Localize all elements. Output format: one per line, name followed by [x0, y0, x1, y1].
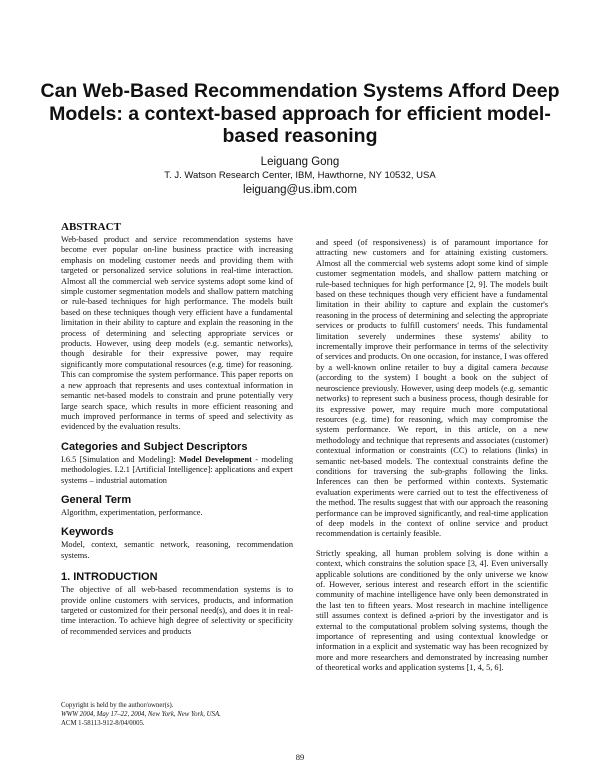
categories-text-bold: Model Development [178, 454, 252, 464]
left-column [61, 221, 293, 637]
paper-title: Can Web-Based Recommendation Systems Afford Deep Models: a context-based approach for efficient model-based reasoning [40, 80, 560, 147]
categories-text-part3: - modeling methodologies. I.2.1 [Artificial Intelligence]: applications and expert systems – industrial automation [61, 454, 293, 485]
page-number: 89 [295, 752, 305, 762]
author-email: leiguang@us.ibm.com [243, 184, 357, 196]
copyright-notice [61, 702, 293, 729]
copyright-line-3: ACM 1-58113-912-8/04/0005. [61, 719, 145, 727]
intro-right-part-a: and speed (of responsiveness) is of paramount importance for attracting new customers and for attaining existing customers. Almost all the commercial web systems adopt some kind of simple customer segmentation models, and shallow pattern matching or rule-based techniques for high performance [2, 9]. The models built based on these techniques though very efficient have a fundamental limitation in their ability to capture and explain the customer's reasoning in the process of determining and selecting the appropriate services or products to fulfill customers' needs. This fundamental limitation severely undermines these systems' ability to incrementally improve their performance in terms of the selectivity of services and products. On one occasion, for instance, I was offered by a well-known online retailer to buy a digital camera [316, 238, 548, 372]
right-column [316, 238, 548, 674]
author-block [80, 155, 520, 197]
introduction-para1-start: The objective of all web-based recommendation systems is to provide online customers with services, products, and information targeted or customized for their personal need(s), and does it in real-time interaction. To achieve high degree of selectivity or specificity of recommended services and products [61, 585, 293, 636]
author-name: Leiguang Gong [260, 156, 340, 168]
keywords-heading: Keywords [61, 526, 114, 539]
intro-right-italic: because [521, 362, 548, 372]
abstract-text: Web-based product and service recommendation systems have become ever popular on-line business practice with increasing emphasis on modeling customer needs and providing them with targeted or personalized service solutions in real-time interaction. Almost all the commercial web service systems adopt some kind of simple customer segmentation models and shallow pattern matching or rule-based techniques for high performance. The models built based on these techniques though very efficient have a fundamental limitation in their ability to capture and explain the reasoning in the process of determining and selecting appropriate services or products. However, using deep models (e.g. semantic networks), though desirable for their expressive power, may require significantly more computational resources (e.g. time) for reasoning. This can compromise the system performance. This paper reports on a new approach that represents and uses contextual information in semantic net-based models to constrain and prune potentially very large search space, which results in more efficient reasoning and much improved performance in terms of speed and selectivity as evidenced by the evaluation results. [61, 235, 293, 432]
intro-right-part-b: (according to the system) I bought a book on the subject of neuroscience previously. However, using deep models (e.g. semantic networks) to represent such a business process, though desirable for its expressive power, may require much more computational resources (e.g. time) for reasoning, which may compromise the system performance. We report, in this article, on a new methodology and technique that represents and associates (customer) contextual information or constraints (CC) to relations (links) in semantic net-based models. The contextual constraints define the conditions for traversing the sub-graphs following the links. Inferences can then be performed within contexts. Systematic evaluation experiments were carried out to test the effectiveness of the method. The results suggest that with our approach the reasoning performance can be improved significantly, and real-time application of deep models in the context of online service and product recommendation is certainly feasible. [316, 373, 548, 539]
abstract-heading: ABSTRACT [61, 221, 121, 233]
copyright-line-1: Copyright is held by the author/owner(s). [61, 702, 174, 709]
introduction-heading: 1. INTRODUCTION [61, 571, 158, 584]
introduction-para2: Strictly speaking, all human problem solving is done within a context, which constrains the solution space [3, 4]. Even universally applicable solutions are conditioned by the only universe we know of. However, serious interest and research effort in the scientific community of machine intelligence have only been demonstrated in the last ten to fifteen years. Most research in machine intelligence still assumes context is defined a-priori by the investigator and is external to the computational problem solving systems, though the importance of representing and using contextual knowledge or information in a explicit and systematic way has been recognized by more and more researchers and demonstrated by increasing number of theoretical works and application systems [1, 4, 5, 6]. [316, 548, 548, 673]
categories-text-part1: I.6.5 [Simulation and Modeling]: [61, 454, 179, 464]
author-affiliation: T. J. Watson Research Center, IBM, Hawthorne, NY 10532, USA [164, 170, 436, 181]
categories-heading: Categories and Subject Descriptors [61, 440, 248, 453]
general-term-heading: General Term [61, 493, 132, 506]
copyright-line-2: WWW 2004, May 17–22, 2004, New York, New York, USA. [61, 710, 221, 718]
introduction-para1-continued [316, 238, 548, 540]
general-term-text: Algorithm, experimentation, performance. [61, 507, 203, 517]
keywords-text: Model, context, semantic network, reasoning, recommendation systems. [61, 540, 293, 560]
categories-text [61, 455, 293, 486]
